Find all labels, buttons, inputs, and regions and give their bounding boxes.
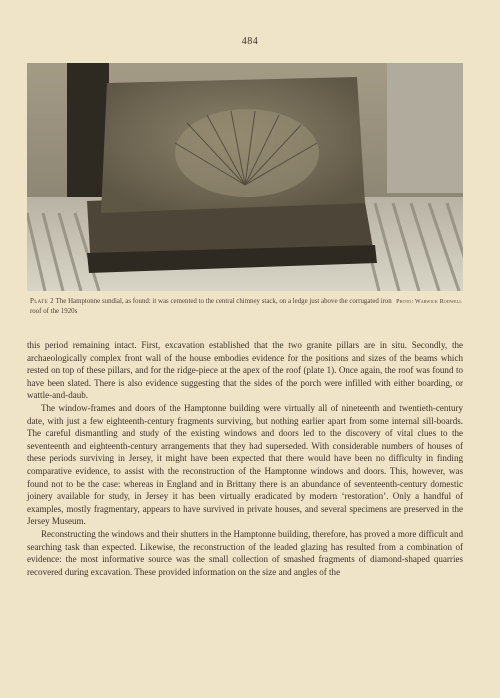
plate-label: Plate 2: [30, 298, 55, 305]
plate-photograph: [27, 63, 463, 291]
body-text: [27, 339, 463, 578]
photo-credit: Photo: Warwick Rodwell: [396, 299, 462, 305]
paragraph: Reconstructing the windows and their shutters in the Hamptonne building, therefore, has proved a more difficult and searching task than expected. Likewise, the reconstruction of the leaded glazing has resulted from a combination of evidence: the most informative source was the small collection of smashed fragments of diamond-shaped quarries recovered during excavation. These provided information on the size and angles of the: [27, 528, 463, 577]
plate-caption-text: The Hamptonne sundial, as found: it was cemented to the central chimney stack, on a ledge just above the corrugated iron roof of the 1920s: [30, 298, 392, 315]
paragraph: The window-frames and doors of the Hamptonne building were virtually all of nineteenth and twentieth-century date, with just a few eighteenth-century fragments surviving, but nothing earlier apart from some internal sill-boards. The careful dismantling and study of the existing windows and doors led to the discovery of vital clues to the seventeenth and eighteenth-century arrangements that they had superseded. With considerable numbers of houses of these periods surviving in Jersey, it might have been expected that there would have been no difficulty in finding comparative evidence, to assist with the reconstruction of the Hamptonne windows and doors. This, however, was found not to be the case: whereas in England and in Brittany there is an abundance of seventeenth-century domestic joinery available for study, in Jersey it has been virtually eradicated by modern ‘restoration’. Only a handful of examples, mostly fragmentary, appears to have survived in private houses, and several specimens are preserved in the Jersey Museum.: [27, 402, 463, 527]
plate-caption: [30, 297, 462, 317]
paragraph: this period remaining intact. First, excavation established that the two granite pillars are in situ. Secondly, the archaeologically complex front wall of the house embodies evidence for the positions and sizes of the beams which rested on top of these pillars, and for the ridge-piece at the apex of the roof (plate 1). Once again, the roof was found to have been slated. There is also evidence suggesting that the sides of the porch were infilled with either boarding, or wattle-and-daub.: [27, 340, 463, 401]
page-number: 484: [241, 36, 259, 47]
sundial-photo-image: [27, 63, 463, 291]
